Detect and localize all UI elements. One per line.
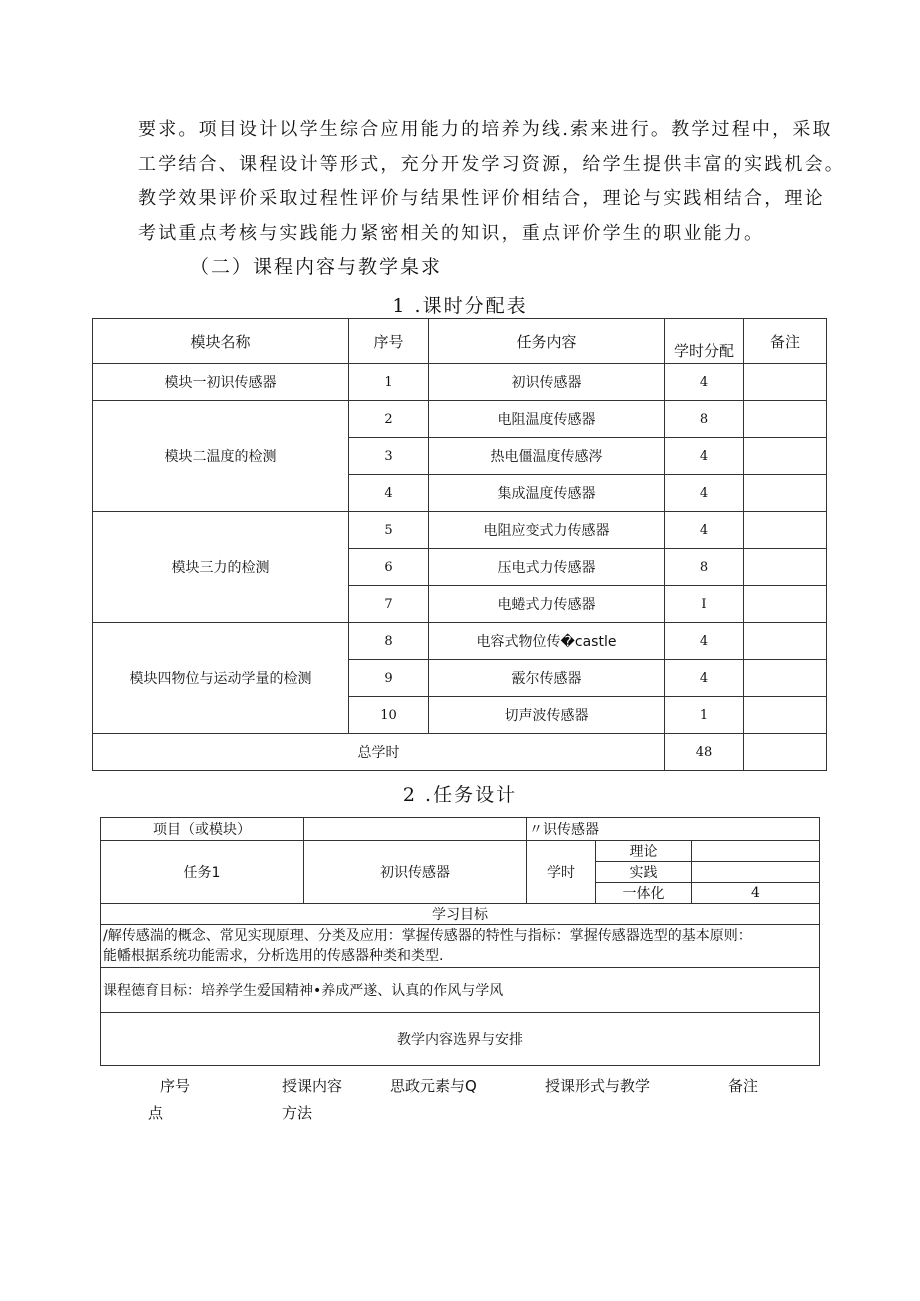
row-task: 集成温度传感器 xyxy=(429,475,665,512)
hours-label: 学时 xyxy=(527,841,596,904)
row-no: 4 xyxy=(349,475,429,512)
header-task: 任务内容 xyxy=(429,319,665,364)
row-hours: 1 xyxy=(665,697,744,734)
hours-allocation-table xyxy=(92,318,827,771)
row-hours: 4 xyxy=(665,475,744,512)
row-remark xyxy=(744,401,827,438)
row-task: 热电僵温度传感涔 xyxy=(429,438,665,475)
project-label: 项目（或模块） xyxy=(101,818,304,841)
intro-line-2: 工学结合、课程设计等形式，充分开发学习资源，给学生提供丰富的实践机会。 xyxy=(138,153,845,175)
intro-line-1: 要求。项目设计以学生综合应用能力的培养为线.索来进行。教学过程中，采取 xyxy=(138,119,833,140)
section-title: （二）课程内容与教学臬求 xyxy=(190,256,443,278)
row-remark xyxy=(744,586,827,623)
footer-col-no: 序号 xyxy=(160,1077,191,1095)
integrated-value: 4 xyxy=(692,883,820,904)
project-value: 〃识传感器 xyxy=(527,818,820,841)
intro-paragraph xyxy=(138,113,845,251)
header-module: 模块名称 xyxy=(93,319,349,364)
row-task: 电蜷式力传感器 xyxy=(429,586,665,623)
row-no: 2 xyxy=(349,401,429,438)
row-remark xyxy=(744,660,827,697)
header-remark: 备注 xyxy=(744,319,827,364)
row-remark xyxy=(744,623,827,660)
table2-title: 2 .任务设计 xyxy=(402,784,518,806)
module-cell: 模块一初识传感器 xyxy=(93,364,349,401)
practice-value xyxy=(692,862,820,883)
module-cell: 模块四物位与运动学量的检测 xyxy=(93,623,349,734)
total-row xyxy=(93,734,827,771)
total-label: 总学时 xyxy=(93,734,665,771)
theory-value xyxy=(692,841,820,862)
row-no: 3 xyxy=(349,438,429,475)
footer-col-ideology: 思政元素与Q xyxy=(390,1077,477,1095)
integrated-label: 一体化 xyxy=(596,883,692,904)
objectives-header: 学习目标 xyxy=(101,904,820,925)
practice-label: 实践 xyxy=(596,862,692,883)
row-hours: 4 xyxy=(665,623,744,660)
footer-col-form: 授课形式与教学 xyxy=(545,1077,651,1095)
row-hours: 4 xyxy=(665,438,744,475)
row-hours: 4 xyxy=(665,364,744,401)
project-row xyxy=(101,818,820,841)
objective-line-2: 能幡根据系统功能需求，分析选用的传感器种类和类型. xyxy=(103,948,444,964)
table-row xyxy=(93,401,827,438)
row-hours: I xyxy=(665,586,744,623)
intro-line-3: 教学效果评价采取过程性评价与结果性评价相结合，理论与实践相结合，理论 xyxy=(138,188,825,209)
objectives-header-row xyxy=(101,904,820,925)
footer-col-remark: 备注 xyxy=(728,1077,759,1095)
moral-goal-row xyxy=(101,968,820,1013)
task-label: 任务1 xyxy=(101,841,304,904)
row-task: 霰尔传感器 xyxy=(429,660,665,697)
table1-title: 1 .课时分配表 xyxy=(392,295,528,317)
row-task: 电阻应变式力传感器 xyxy=(429,512,665,549)
project-empty xyxy=(304,818,527,841)
header-no: 序号 xyxy=(349,319,429,364)
objectives-row xyxy=(101,925,820,968)
total-value: 48 xyxy=(665,734,744,771)
table-row xyxy=(93,623,827,660)
row-remark xyxy=(744,364,827,401)
footer-col-content-cont: 方法 xyxy=(282,1104,313,1122)
row-remark xyxy=(744,438,827,475)
moral-goal: 课程德育目标：培养学生爱国精神•养成严遂、认真的作风与学风 xyxy=(101,968,820,1013)
row-hours: 4 xyxy=(665,660,744,697)
row-task: 电阻温度传感器 xyxy=(429,401,665,438)
row-hours: 4 xyxy=(665,512,744,549)
row-no: 6 xyxy=(349,549,429,586)
content-header: 教学内容选界与安排 xyxy=(101,1013,820,1066)
row-no: 8 xyxy=(349,623,429,660)
row-task: 初识传感器 xyxy=(429,364,665,401)
row-no: 5 xyxy=(349,512,429,549)
theory-label: 理论 xyxy=(596,841,692,862)
row-no: 1 xyxy=(349,364,429,401)
row-remark xyxy=(744,549,827,586)
row-task: 切声波传感器 xyxy=(429,697,665,734)
table-row xyxy=(93,364,827,401)
module-cell: 模块三力的检测 xyxy=(93,512,349,623)
header-hours: 学时分配 xyxy=(665,319,744,364)
intro-line-4: 考试重点考核与实践能力紧密相关的知识，重点评价学生的职业能力。 xyxy=(138,222,765,244)
row-no: 7 xyxy=(349,586,429,623)
task-row xyxy=(101,841,820,862)
footer-col-content: 授课内容 xyxy=(282,1077,343,1095)
footer-col-no-cont: 点 xyxy=(148,1104,164,1122)
row-remark xyxy=(744,512,827,549)
table-row xyxy=(93,512,827,549)
module-cell: 模块二温度的检测 xyxy=(93,401,349,512)
row-hours: 8 xyxy=(665,401,744,438)
row-remark xyxy=(744,475,827,512)
row-task: 压电式力传感器 xyxy=(429,549,665,586)
objective-line-1: /解传感湍的概念、常见实现原理、分类及应用：掌握传感器的特性与指标：掌握传感器选型的基本原则： xyxy=(103,928,752,944)
row-task: 电容式物位传�castle xyxy=(429,623,665,660)
objectives-cell xyxy=(101,925,820,968)
row-hours: 8 xyxy=(665,549,744,586)
row-no: 10 xyxy=(349,697,429,734)
total-remark xyxy=(744,734,827,771)
task-value: 初识传感器 xyxy=(304,841,527,904)
content-header-row xyxy=(101,1013,820,1066)
row-remark xyxy=(744,697,827,734)
table-header-row xyxy=(93,319,827,364)
row-no: 9 xyxy=(349,660,429,697)
task-design-table xyxy=(100,817,820,1066)
